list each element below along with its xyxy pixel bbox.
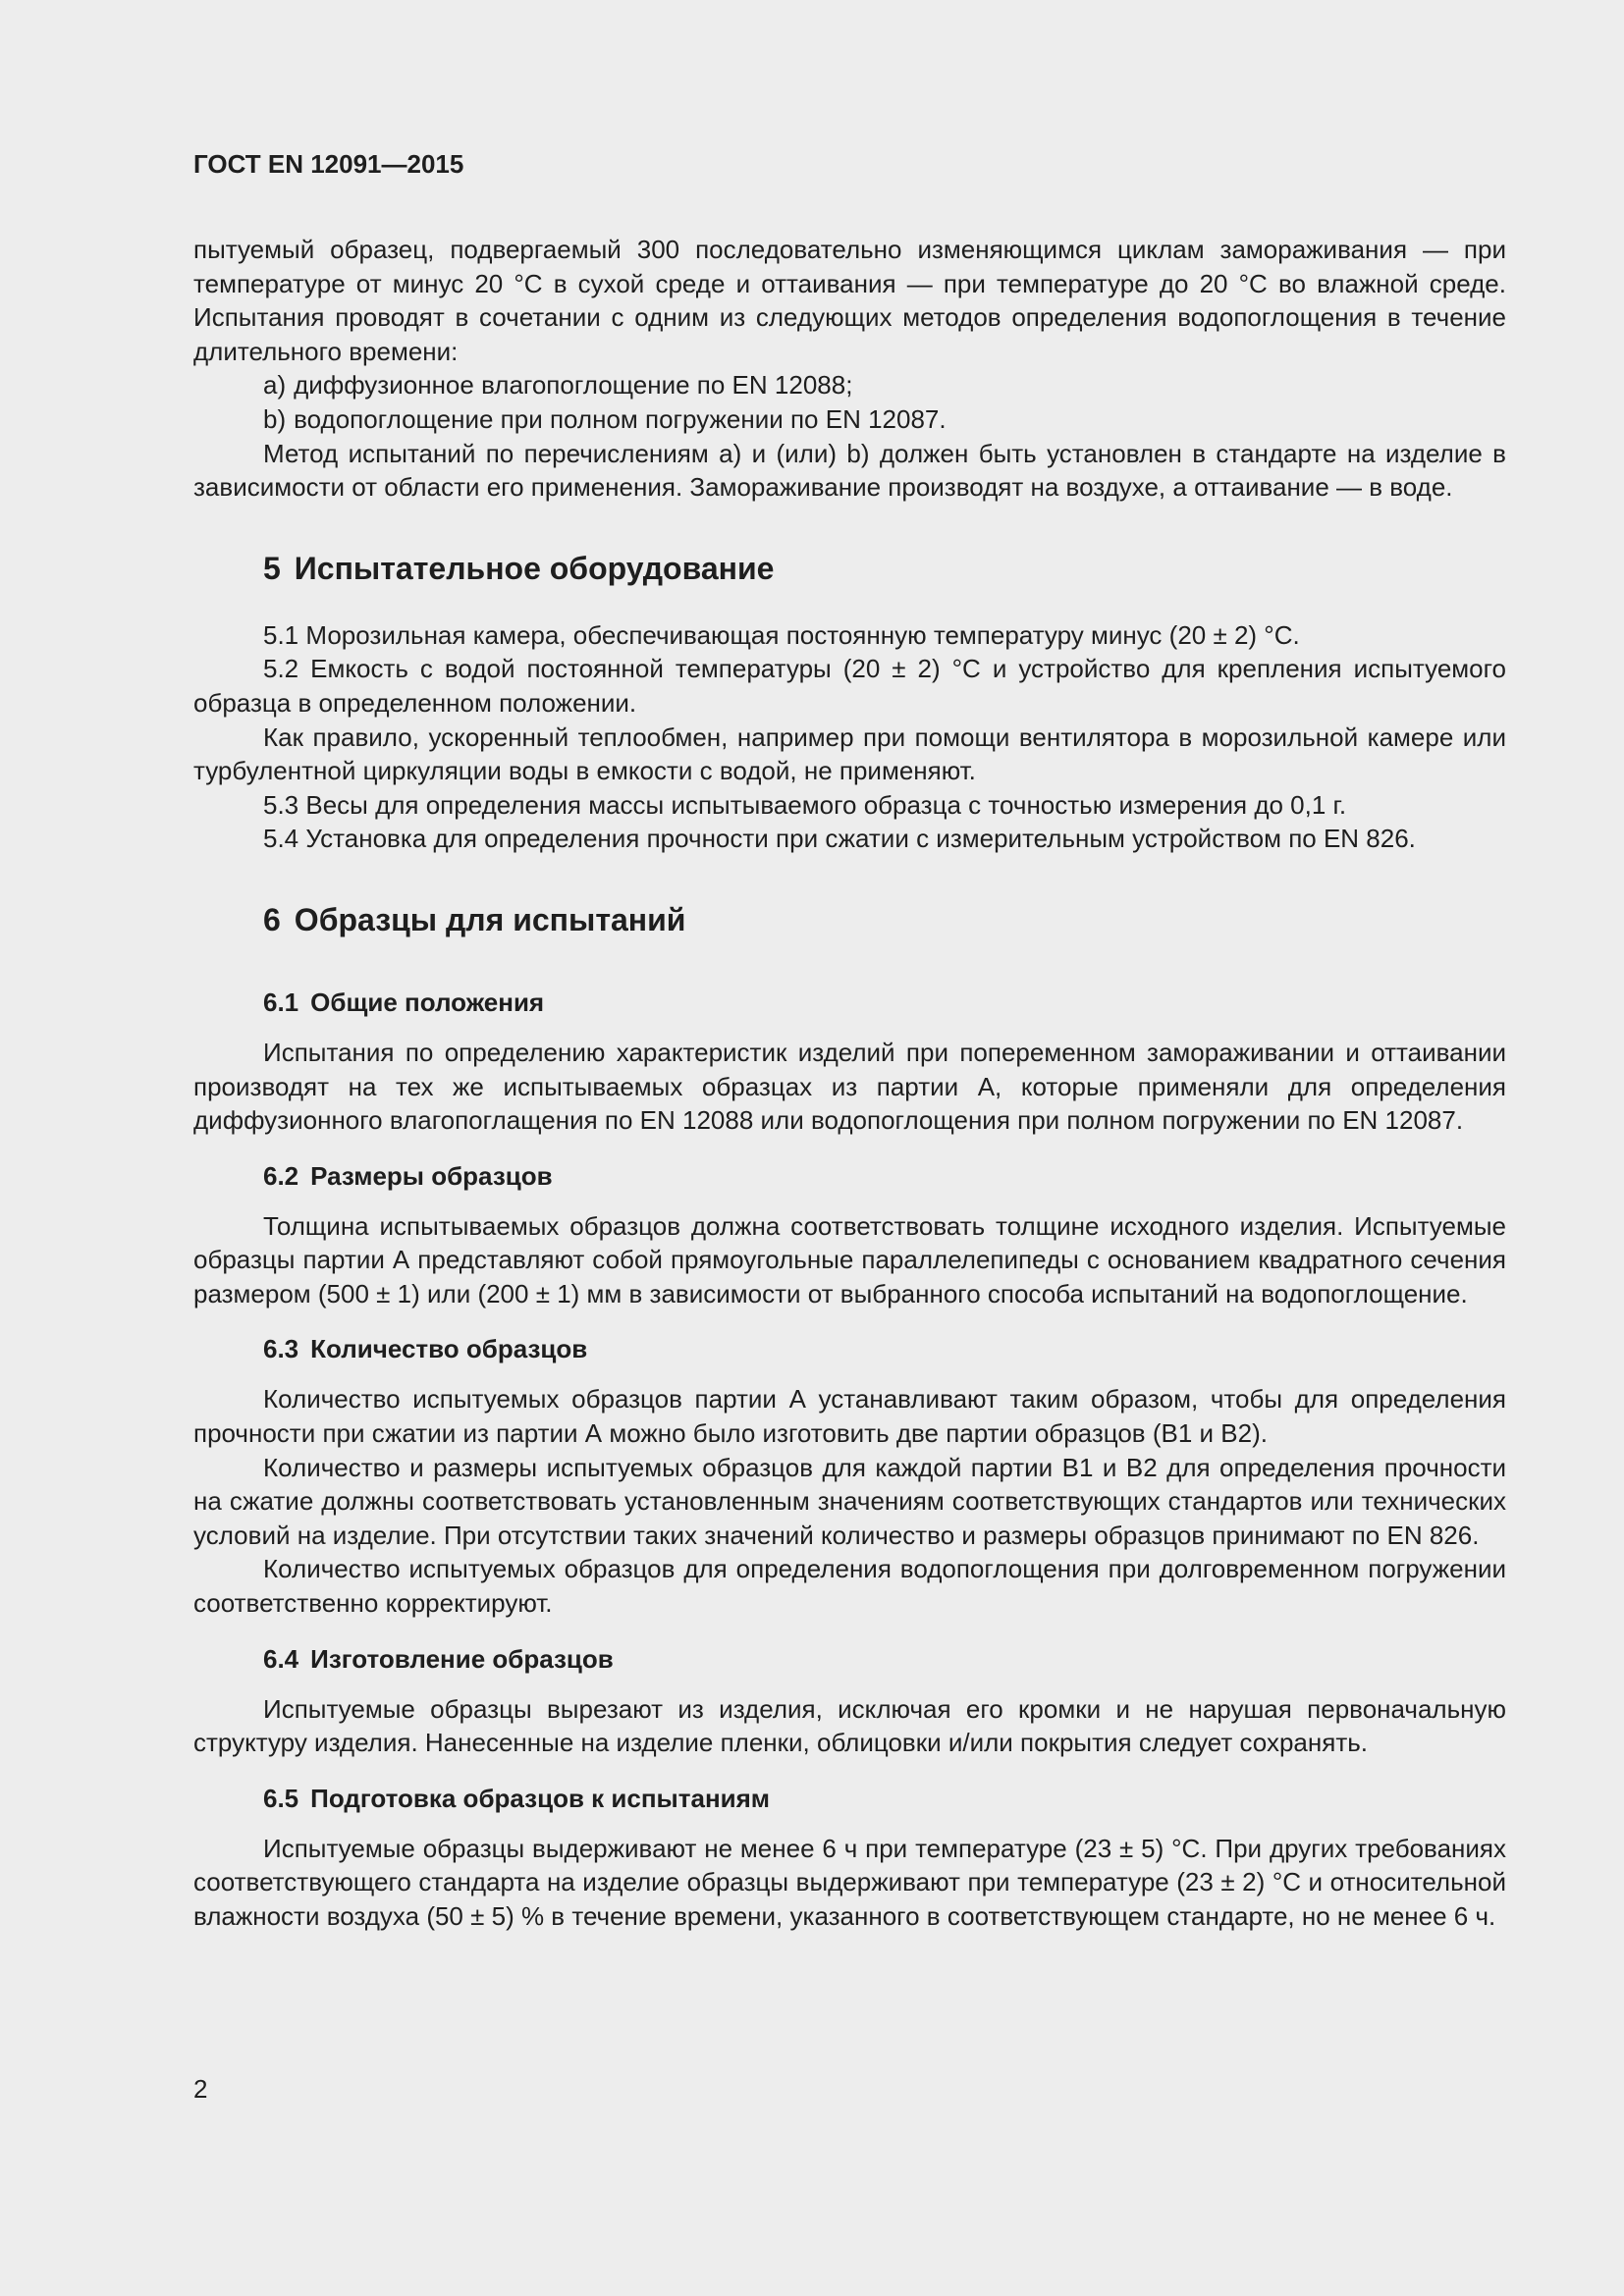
subsection-number: 6.4 [263,1643,299,1674]
list-marker: b) [263,403,287,434]
subsection-6-5-heading [193,1782,1506,1815]
section-5-heading [193,547,1506,590]
subsection-number: 6.2 [263,1160,299,1191]
subsection-6-4-heading [193,1642,1506,1676]
page-number: 2 [193,2074,208,2104]
paragraph-6-3-1: Количество испытуемых образцов партии А устанавливают таким образом, чтобы для определения прочности при сжатии из партии А можно было изготовить две партии образцов (В1 и В2). [193,1384,1506,1449]
list-item [193,368,1506,402]
subsection-title: Общие положения [310,987,545,1017]
list-text: водопоглощение при полном погружении по EN 12087. [294,403,947,434]
intro-paragraph: Метод испытаний по перечислениям а) и (или) b) должен быть установлен в стандарте на изделие в зависимости от области его применения. Замораживание производят на воздухе, а оттаивание — в воде. [193,438,1506,503]
clause-5-2-note: Как правило, ускоренный теплообмен, например при помощи вентилятора в морозильной камере или турбулентной циркуляции воды в емкости с водой, не применяют. [193,721,1506,786]
clause-5-3: 5.3 Весы для определения массы испытываемого образца с точностью измерения до 0,1 г. [263,789,1347,820]
list-item [193,402,1506,437]
subsection-number: 6.1 [263,987,299,1017]
list-text: диффузионное влагопоглощение по EN 12088; [294,370,853,400]
subsection-number: 6.3 [263,1334,299,1364]
section-number: 6 [263,901,281,937]
subsection-number: 6.5 [263,1783,299,1813]
paragraph-6-1: Испытания по определению характеристик изделий при попеременном замораживании и оттаивании производят на тех же испытываемых образцах из партии А, которые применяли для определения диффузионного влагопоглащения по EN 12088 или водопоглощения при полном погружении по EN 12087. [193,1037,1506,1136]
subsection-title: Изготовление образцов [310,1643,614,1674]
intro-paragraph: пытуемый образец, подвергаемый 300 последовательно изменяющимся циклам замораживания — при температуре от минус 20 °С в сухой среде и оттаивания — при температуре до 20 °С во влажной среде. Испытания проводят в сочетании с одним из следующих методов определения водопоглощения в течение длительного времени: [193,235,1506,366]
subsection-6-3-heading [193,1332,1506,1365]
document-page [193,147,1506,1934]
clause-5-1: 5.1 Морозильная камера, обеспечивающая постоянную температуру минус (20 ± 2) °С. [263,619,1300,650]
clause-5-2: 5.2 Емкость с водой постоянной температуры (20 ± 2) °С и устройство для крепления испытуемого образца в определенном положении. [193,654,1506,718]
paragraph-6-3-3: Количество испытуемых образцов для определения водопоглощения при долговременном погружении соответственно корректируют. [193,1554,1506,1619]
subsection-title: Размеры образцов [310,1160,553,1191]
section-6-heading [193,898,1506,941]
paragraph-6-2: Толщина испытываемых образцов должна соответствовать толщине исходного изделия. Испытуемые образцы партии А представляют собой прямоугольные параллелепипеды с основанием квадратного сечения размером (500 ± 1) или (200 ± 1) мм в зависимости от выбранного способа испытаний на водопоглощение. [193,1210,1506,1308]
clause-5-4: 5.4 Установка для определения прочности при сжатии с измерительным устройством по EN 826. [263,824,1416,854]
section-number: 5 [263,550,281,586]
section-title: Испытательное оборудование [294,550,775,586]
paragraph-6-5: Испытуемые образцы выдерживают не менее 6 ч при температуре (23 ± 5) °С. При других требованиях соответствующего стандарта на изделие образцы выдерживают при температуре (23 ± 2) °С и относительной влажности воздуха (50 ± 5) % в течение времени, указанного в соответствующем стандарте, но не менее 6 ч. [193,1833,1506,1931]
document-header: ГОСТ EN 12091—2015 [193,149,464,179]
section-title: Образцы для испытаний [294,901,686,937]
subsection-title: Количество образцов [310,1334,588,1364]
subsection-6-2-heading [193,1159,1506,1193]
subsection-6-1-heading [193,986,1506,1019]
paragraph-6-3-2: Количество и размеры испытуемых образцов для каждой партии В1 и В2 для определения прочности на сжатие должны соответствовать установленным значениям соответствующих стандартов или технических условий на изделие. При отсутствии таких значений количество и размеры образцов принимают по EN 826. [193,1452,1506,1550]
paragraph-6-4: Испытуемые образцы вырезают из изделия, исключая его кромки и не нарушая первоначальную структуру изделия. Нанесенные на изделие пленки, облицовки и/или покрытия следует сохранять. [193,1693,1506,1758]
subsection-title: Подготовка образцов к испытаниям [310,1783,771,1813]
list-marker: a) [263,370,287,400]
